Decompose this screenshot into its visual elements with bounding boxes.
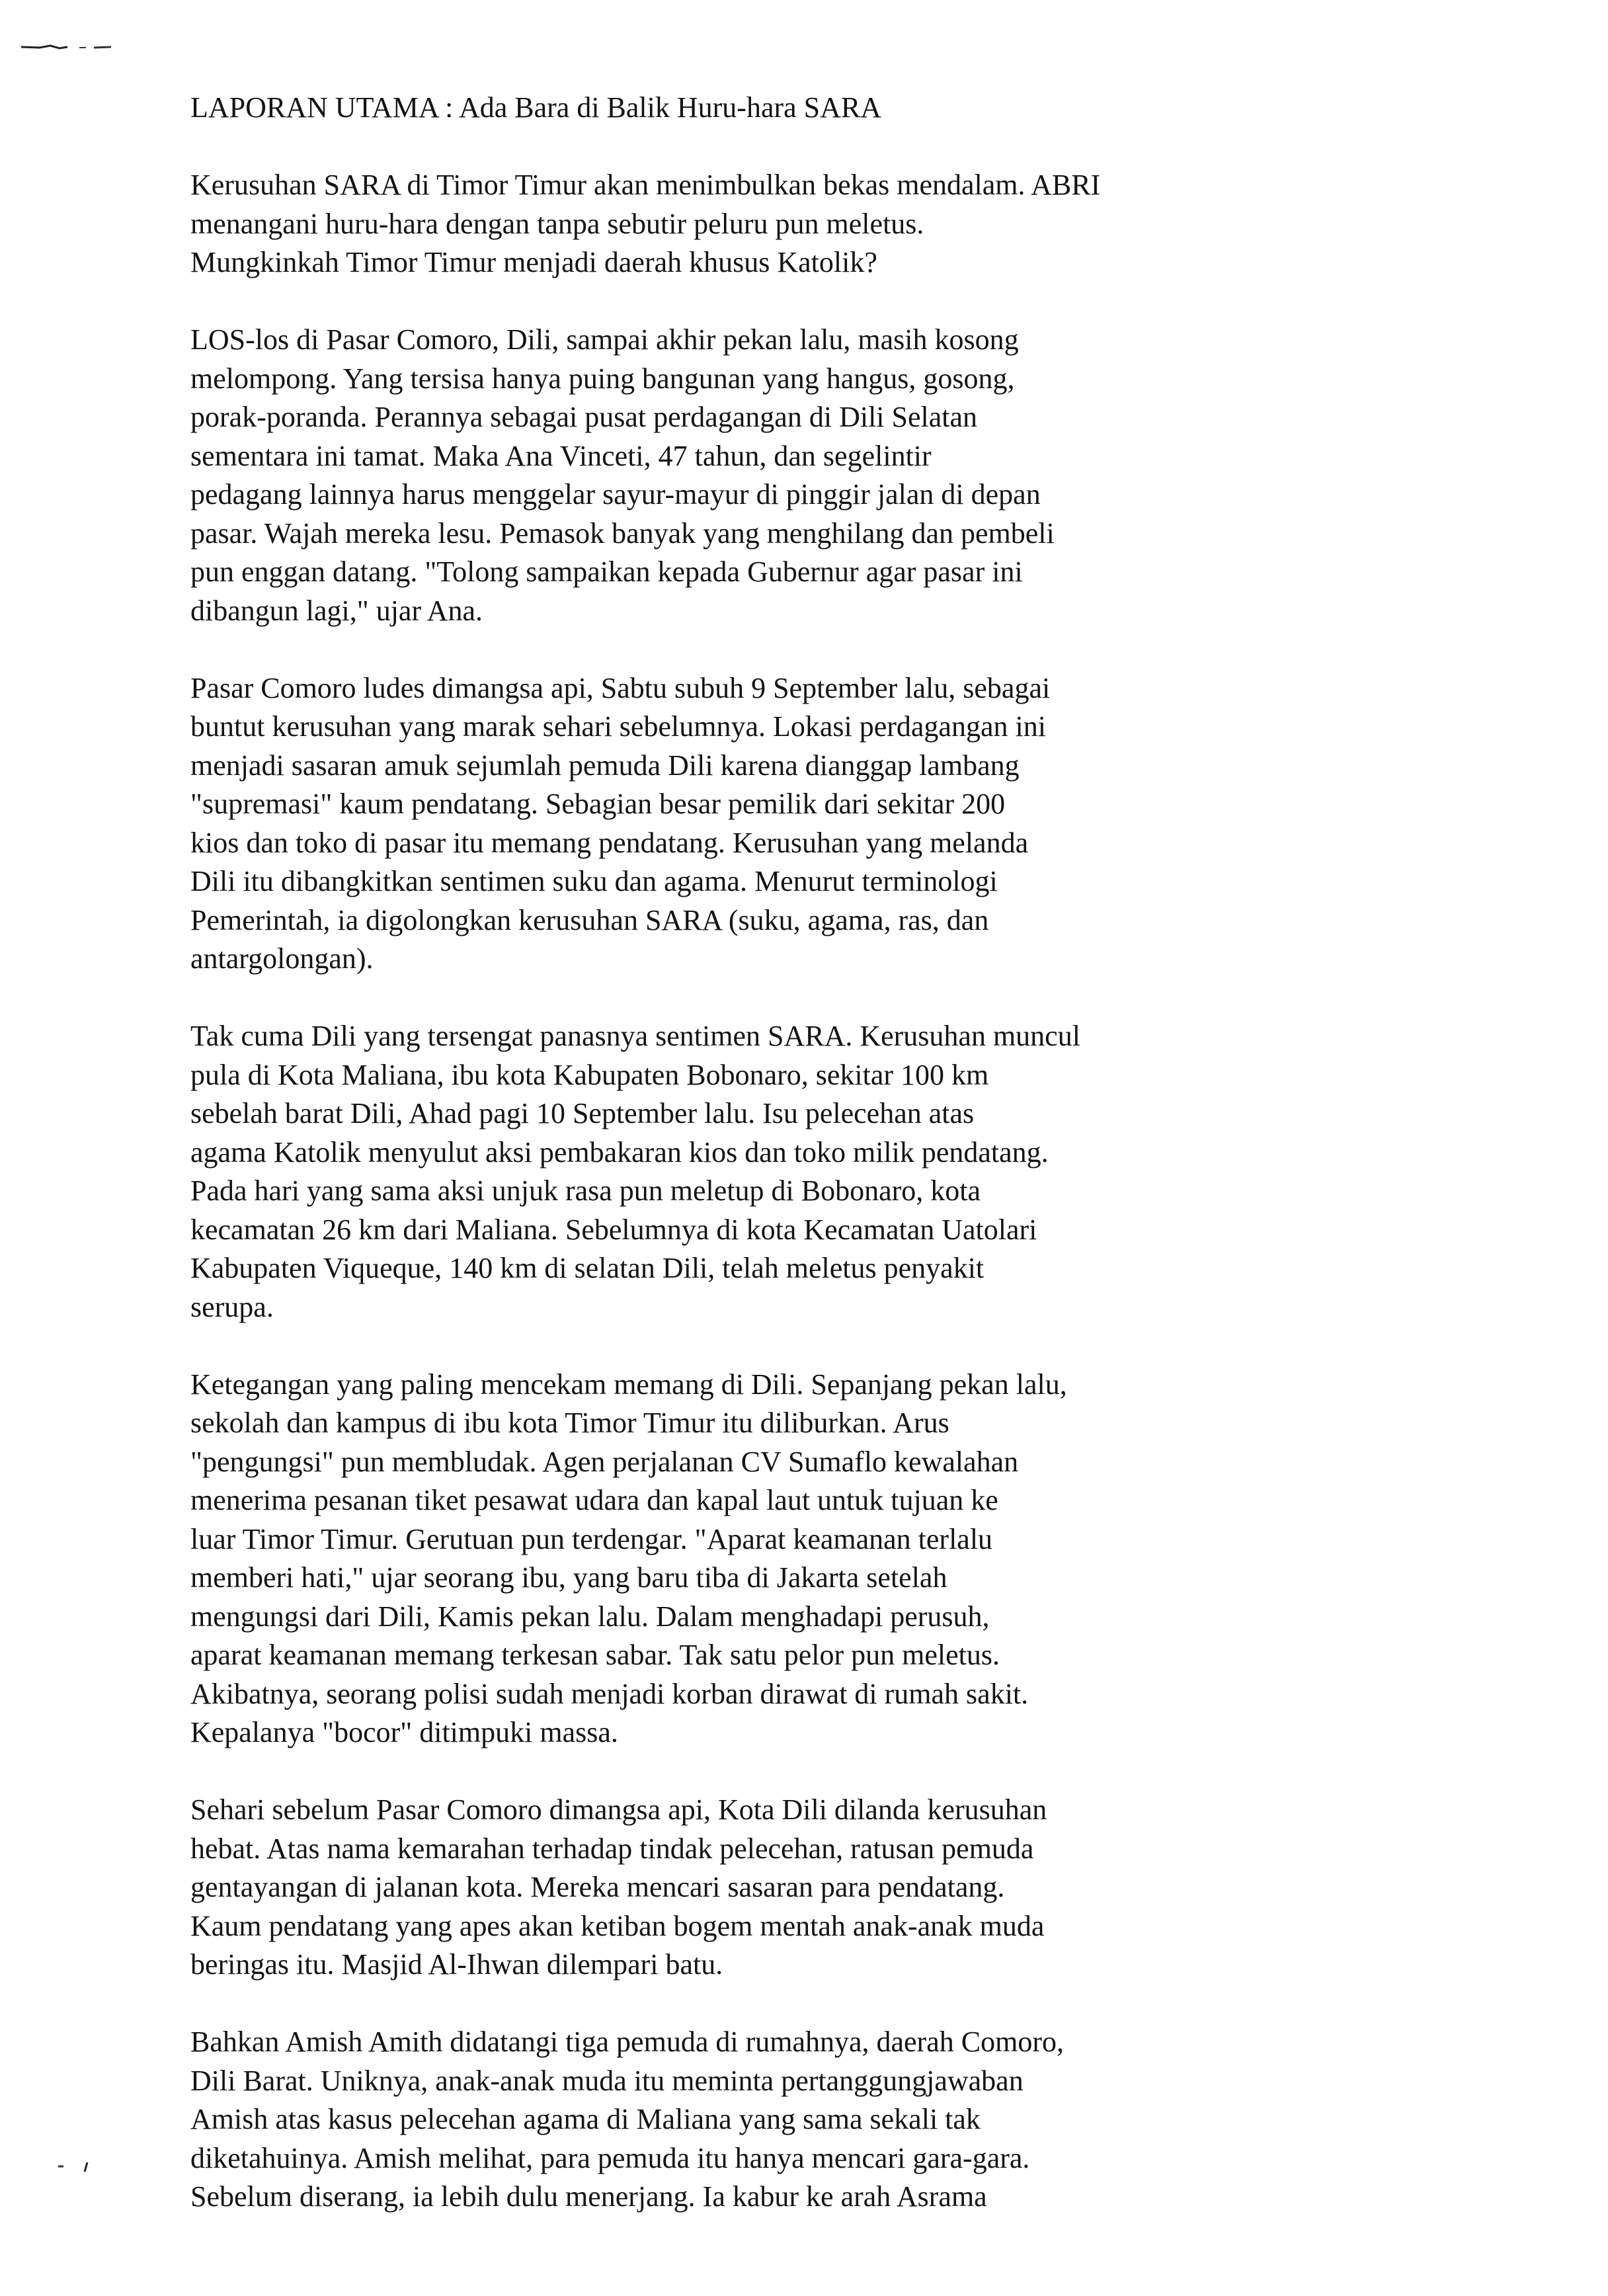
text-line: Bahkan Amish Amith didatangi tiga pemuda di rumahnya, daerah Comoro,	[190, 2026, 1064, 2058]
text-line: "supremasi" kaum pendatang. Sebagian besar pemilik dari sekitar 200	[190, 788, 1006, 820]
body-paragraph	[190, 321, 1486, 630]
text-line: luar Timor Timur. Gerutuan pun terdengar. "Aparat keamanan terlalu	[190, 1522, 993, 1555]
text-line: Kaum pendatang yang apes akan ketiban bogem mentah anak-anak muda	[190, 1909, 1045, 1942]
body-paragraph	[190, 1017, 1486, 1327]
text-line: Sebelum diserang, ia lebih dulu menerjang. Ia kabur ke arah Asrama	[190, 2180, 987, 2213]
text-line: Kepalanya "bocor" ditimpuki massa.	[190, 1716, 618, 1748]
text-line: Sehari sebelum Pasar Comoro dimangsa api, Kota Dili dilanda kerusuhan	[190, 1793, 1047, 1826]
heading-line: LAPORAN UTAMA : Ada Bara di Balik Huru-hara SARA	[190, 91, 882, 124]
text-line: Pada hari yang sama aksi unjuk rasa pun meletup di Bobonaro, kota	[190, 1174, 981, 1207]
text-line: serupa.	[190, 1290, 274, 1323]
body-paragraph	[190, 669, 1486, 979]
text-line: Kerusuhan SARA di Timor Timur akan menimbulkan bekas mendalam. ABRI	[190, 169, 1101, 201]
text-line: hebat. Atas nama kemarahan terhadap tindak pelecehan, ratusan pemuda	[190, 1832, 1034, 1865]
text-line: diketahuinya. Amish melihat, para pemuda itu hanya mencari gara-gara.	[190, 2141, 1030, 2174]
text-line: Tak cuma Dili yang tersengat panasnya sentimen SARA. Kerusuhan muncul	[190, 1020, 1080, 1052]
text-line: "pengungsi" pun membludak. Agen perjalanan CV Sumaflo kewalahan	[190, 1445, 1019, 1478]
text-line: pun enggan datang. "Tolong sampaikan kepada Gubernur agar pasar ini	[190, 555, 1023, 588]
text-line: LOS-los di Pasar Comoro, Dili, sampai akhir pekan lalu, masih kosong	[190, 323, 1019, 356]
text-line: buntut kerusuhan yang marak sehari sebelumnya. Lokasi perdagangan ini	[190, 710, 1046, 743]
text-line: sekolah dan kampus di ibu kota Timor Timur itu diliburkan. Arus	[190, 1407, 949, 1439]
text-line: menjadi sasaran amuk sejumlah pemuda Dili karena dianggap lambang	[190, 749, 1020, 782]
text-line: mengungsi dari Dili, Kamis pekan lalu. Dalam menghadapi perusuh,	[190, 1600, 990, 1633]
text-line: sebelah barat Dili, Ahad pagi 10 September lalu. Isu pelecehan atas	[190, 1097, 975, 1129]
text-line: kecamatan 26 km dari Maliana. Sebelumnya di kota Kecamatan Uatolari	[190, 1213, 1037, 1246]
text-line: antargolongan).	[190, 942, 374, 975]
text-line: Dili itu dibangkitkan sentimen suku dan agama. Menurut terminologi	[190, 865, 998, 897]
text-line: Akibatnya, seorang polisi sudah menjadi korban dirawat di rumah sakit.	[190, 1677, 1029, 1710]
text-line: dibangun lagi," ujar Ana.	[190, 594, 483, 627]
document-heading	[190, 89, 1486, 128]
text-line: agama Katolik menyulut aksi pembakaran kios dan toko milik pendatang.	[190, 1135, 1049, 1168]
text-line: menerima pesanan tiket pesawat udara dan kapal laut untuk tujuan ke	[190, 1484, 998, 1516]
scan-artifact-bottom	[56, 2157, 95, 2173]
lead-paragraph	[190, 166, 1486, 282]
text-line: Pasar Comoro ludes dimangsa api, Sabtu subuh 9 September lalu, sebagai	[190, 671, 1051, 704]
text-line: pasar. Wajah mereka lesu. Pemasok banyak yang menghilang dan pembeli	[190, 516, 1055, 550]
text-line: pedagang lainnya harus menggelar sayur-mayur di pinggir jalan di depan	[190, 478, 1041, 511]
text-line: Kabupaten Viqueque, 140 km di selatan Dili, telah meletus penyakit	[190, 1252, 985, 1284]
text-line: sementara ini tamat. Maka Ana Vinceti, 47 tahun, dan segelintir	[190, 439, 932, 472]
scan-artifact-top	[20, 42, 112, 52]
text-line: gentayangan di jalanan kota. Mereka mencari sasaran para pendatang.	[190, 1871, 1005, 1903]
text-line: Pemerintah, ia digolongkan kerusuhan SARA (suku, agama, ras, dan	[190, 903, 989, 936]
text-line: memberi hati," ujar seorang ibu, yang baru tiba di Jakarta setelah	[190, 1561, 947, 1594]
text-line: menangani huru-hara dengan tanpa sebutir peluru pun meletus.	[190, 207, 924, 240]
text-line: Amish atas kasus pelecehan agama di Maliana yang sama sekali tak	[190, 2103, 981, 2135]
body-paragraph	[190, 2023, 1486, 2217]
text-line: Mungkinkah Timor Timur menjadi daerah khusus Katolik?	[190, 246, 877, 278]
body-paragraph	[190, 1366, 1486, 1752]
text-line: aparat keamanan memang terkesan sabar. Tak satu pelor pun meletus.	[190, 1639, 1000, 1671]
text-line: Ketegangan yang paling mencekam memang di Dili. Sepanjang pekan lalu,	[190, 1368, 1067, 1401]
text-line: pula di Kota Maliana, ibu kota Kabupaten Bobonaro, sekitar 100 km	[190, 1058, 989, 1091]
text-line: kios dan toko di pasar itu memang pendatang. Kerusuhan yang melanda	[190, 826, 1029, 859]
document-body	[190, 89, 1486, 2255]
text-line: melompong. Yang tersisa hanya puing bangunan yang hangus, gosong,	[190, 362, 1015, 395]
body-paragraph	[190, 1791, 1486, 1985]
text-line: beringas itu. Masjid Al-Ihwan dilempari batu.	[190, 1948, 723, 1981]
text-line: porak-poranda. Perannya sebagai pusat perdagangan di Dili Selatan	[190, 401, 978, 433]
text-line: Dili Barat. Uniknya, anak-anak muda itu meminta pertanggungjawaban	[190, 2064, 1024, 2097]
